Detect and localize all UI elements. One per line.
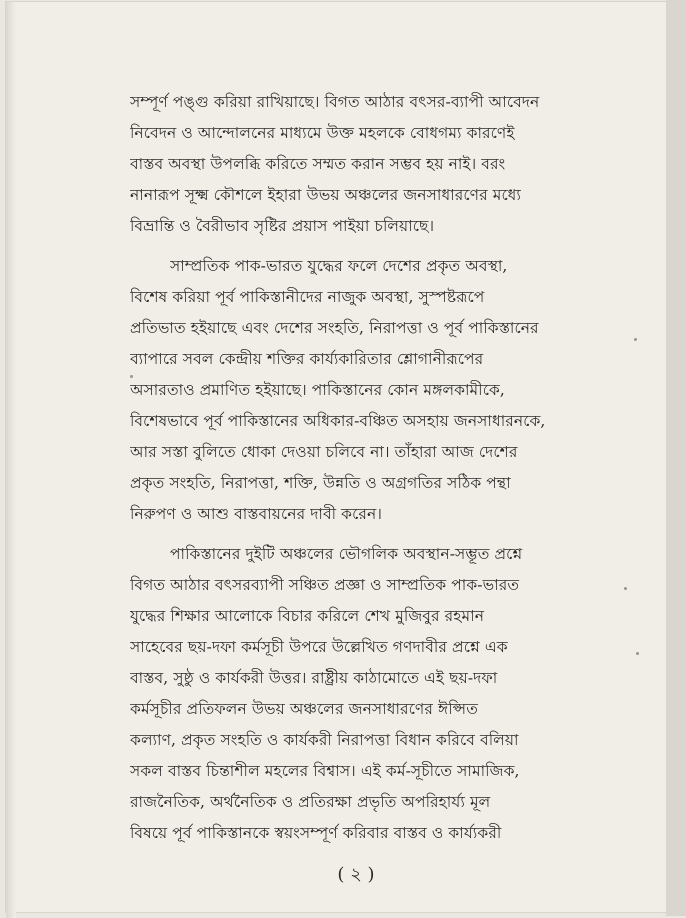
text-line: নিরুপণ ও আশু বাস্তবায়নের দাবী করেন।	[130, 505, 382, 523]
scan-edge-shadow	[666, 0, 686, 916]
text-line: বিশেষভাবে পূর্ব পাকিস্তানের অধিকার-বঞ্চিত অসহায় জনসাধারনকে,	[130, 412, 546, 430]
text-line: বিশেষ করিয়া পূর্ব পাকিস্তানীদের নাজুক অবস্থা, সুস্পষ্টরূপে	[130, 288, 485, 306]
text-line: কল্যাণ, প্রকৃত সংহতি ও কার্যকরী নিরাপত্তা বিধান করিবে বলিয়া	[130, 731, 519, 749]
text-line: আর সস্তা বুলিতে ধোকা দেওয়া চলিবে না। তাঁহারা আজ দেশের	[130, 443, 518, 461]
text-line: বাস্তব অবস্থা উপলব্ধি করিতে সম্মত করান সম্ভব হয় নাই। বরং	[130, 155, 506, 173]
text-line: প্রতিভাত হইয়াছে এবং দেশের সংহতি, নিরাপত্তা ও পূর্ব পাকিস্তানের	[130, 319, 539, 337]
text-line: সাম্প্রতিক পাক-ভারত যুদ্ধের ফলে দেশের প্রকৃত অবস্থা,	[170, 257, 508, 275]
text-line: নিবেদন ও আন্দোলনের মাধ্যমে উক্ত মহলকে বোধগম্য কারণেই	[130, 124, 515, 142]
text-line: কর্মসূচীর প্রতিফলন উভয় অঞ্চলের জনসাধারণের ঈপ্সিত	[130, 700, 478, 718]
paper-speck	[624, 587, 627, 590]
text-line: পাকিস্তানের দুইটি অঞ্চলের ভৌগলিক অবস্থান-সম্ভূত প্রশ্নে	[170, 545, 523, 563]
document-body	[6, 2, 666, 912]
text-line: যুদ্ধের শিক্ষার আলোকে বিচার করিলে শেখ মুজিবুর রহমান	[130, 607, 485, 625]
text-line: অসারতাও প্রমাণিত হইয়াছে। পাকিস্তানের কোন মঙ্গলকামীকে,	[130, 381, 505, 399]
text-line: বাস্তব, সুষ্ঠু ও কার্যকরী উত্তর। রাষ্ট্রীয় কাঠামোতে এই ছয়-দফা	[130, 669, 498, 687]
page-number: ( ২ )	[337, 864, 375, 885]
text-line: বিষয়ে পূর্ব পাকিস্তানকে স্বয়ংসম্পূর্ণ করিবার বাস্তব ও কার্য্যকরী	[130, 824, 502, 842]
text-line: বিভ্রান্তি ও বৈরীভাব সৃষ্টির প্রয়াস পাইয়া চলিয়াছে।	[130, 217, 435, 235]
text-line: নানারূপ সূক্ষ্ম কৌশলে ইহারা উভয় অঞ্চলের জনসাধারণের মধ্যে	[130, 186, 521, 204]
text-line: বিগত আঠার বৎসরব্যাপী সঞ্চিত প্রজ্ঞা ও সাম্প্রতিক পাক-ভারত	[130, 576, 520, 594]
paper-speck	[636, 652, 639, 655]
paper-speck	[130, 375, 133, 378]
document-page	[6, 2, 666, 912]
text-line: সকল বাস্তব চিন্তাশীল মহলের বিশ্বাস। এই কর্ম-সূচীতে সামাজিক,	[130, 762, 520, 780]
paper-speck	[634, 338, 637, 341]
text-line: প্রকৃত সংহতি, নিরাপত্তা, শক্তি, উন্নতি ও অগ্রগতির সঠিক পন্থা	[130, 474, 511, 492]
text-line: সম্পূর্ণ পঙ্গু করিয়া রাখিয়াছে। বিগত আঠার বৎসর-ব্যাপী আবেদন	[130, 93, 540, 111]
text-line: সাহেবের ছয়-দফা কর্মসূচী উপরে উল্লেখিত গণদাবীর প্রশ্নে এক	[130, 638, 508, 656]
text-line: ব্যাপারে সবল কেন্দ্রীয় শক্তির কার্য্যকারিতার শ্লোগানীরূপের	[130, 350, 484, 368]
text-line: রাজনৈতিক, অর্থনৈতিক ও প্রতিরক্ষা প্রভৃতি অপরিহার্য্য মূল	[130, 793, 491, 811]
